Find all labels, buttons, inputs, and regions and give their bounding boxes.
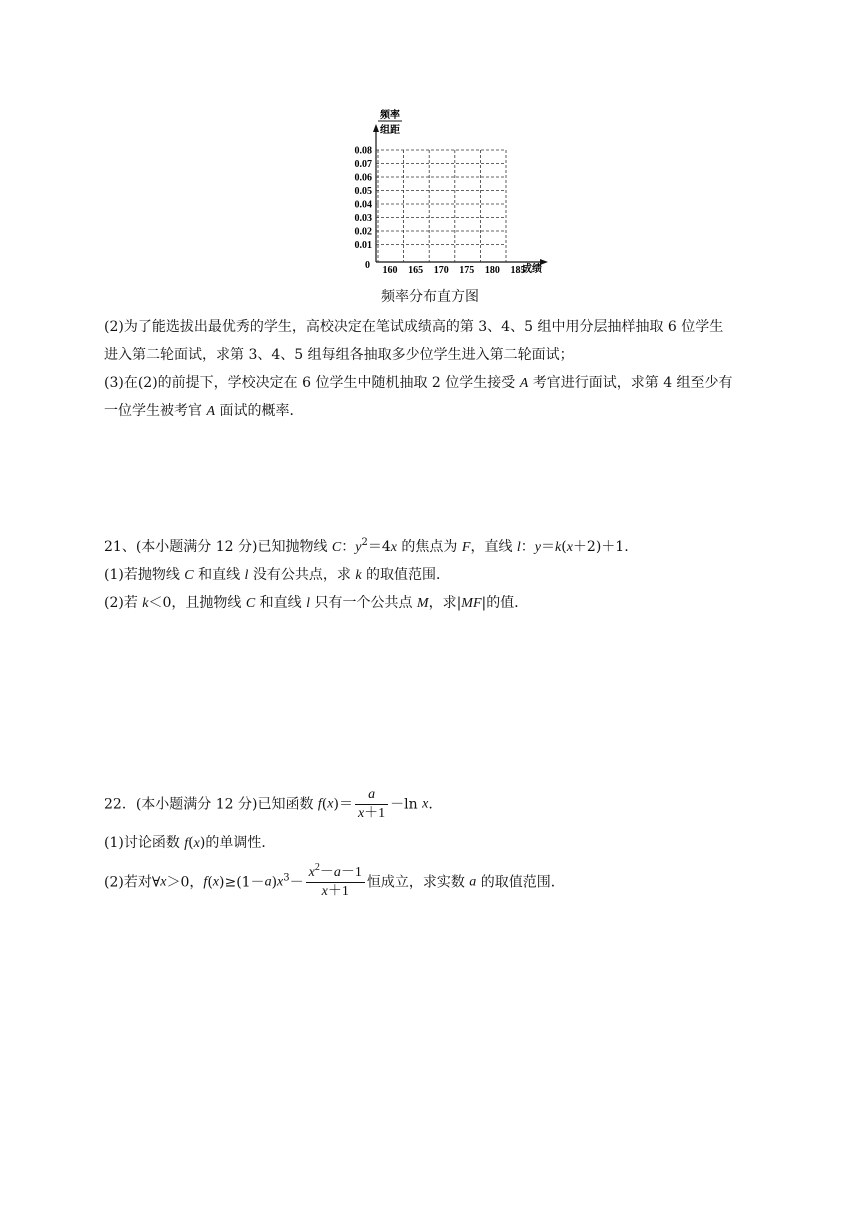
q22-fraction2: $\frac{x^2-a-1}{x+1}$ xyxy=(306,864,365,901)
x-tick-label: 160 xyxy=(382,265,398,276)
q22-part1: (1)讨论函数 f(x)的单调性． xyxy=(104,835,276,851)
y-ticks xyxy=(355,146,373,252)
histogram-caption: 频率分布直方图 xyxy=(381,289,479,305)
y-tick-label: 0.08 xyxy=(354,145,372,157)
y-tick-label: 0.06 xyxy=(354,172,372,184)
y-tick-label: 0.07 xyxy=(354,159,372,170)
histogram-svg xyxy=(0,0,860,310)
ylabel-denominator: 组距 xyxy=(380,125,400,136)
x-tick-label: 170 xyxy=(433,265,449,276)
origin-label: 0 xyxy=(365,260,370,271)
x-tick-label: 175 xyxy=(459,265,475,276)
q21-part1: (1)若抛物线 C 和直线 l 没有公共点，求 k 的取值范围． xyxy=(104,567,450,583)
x-tick-label: 185 xyxy=(510,265,526,276)
q20-part3-line2: 一位学生被考官 A 面试的概率． xyxy=(104,403,304,419)
y-tick-label: 0.02 xyxy=(354,226,372,238)
y-tick-label: 0.01 xyxy=(354,240,372,251)
q22-statement: 22．(本小题满分 12 分)已知函数 f(x)＝ $\frac{a}{x+1}$ －ln x. xyxy=(104,787,433,821)
xlabel: 成绩 xyxy=(522,264,542,275)
q22-part2: (2)若对∀x＞0，$f(x)\ge(1-a)x^3-$ $\frac{x^2-a-1}{x+1}$ 恒成立，求实数 a 的取值范围． xyxy=(104,862,565,899)
ylabel-numerator: 频率 xyxy=(380,110,400,121)
x-ticks xyxy=(383,265,526,276)
x-tick-label: 165 xyxy=(408,265,424,276)
y-tick-label: 0.05 xyxy=(354,186,372,197)
grid-layer xyxy=(376,150,506,262)
q21-statement: 21、(本小题满分 12 分)已知抛物线 C：$y^2=4x$ 的焦点为 F，直线 l：y＝k(x＋2)＋1. xyxy=(104,537,629,555)
q20-part2-line1: (2)为了能选拔出最优秀的学生，高校决定在笔试成绩高的第 3、4、5 组中用分层抽样抽取 6 位学生 xyxy=(104,319,724,335)
y-axis-arrow xyxy=(373,124,379,132)
q21-part2: (2)若 k＜0，且抛物线 C 和直线 l 只有一个公共点 M，求|MF|的值． xyxy=(104,595,529,611)
y-tick-label: 0.03 xyxy=(354,213,372,224)
y-tick-label: 0.04 xyxy=(354,199,372,211)
q22-fraction: $\frac{a}{x+1}$ xyxy=(355,786,388,823)
q20-part3-line1: (3)在(2)的前提下，学校决定在 6 位学生中随机抽取 2 位学生接受 A 考官进行面试，求第 4 组至少有 xyxy=(104,375,733,391)
q20-part2-line2: 进入第二轮面试，求第 3、4、5 组每组各抽取多少位学生进入第二轮面试； xyxy=(104,347,574,363)
x-tick-label: 180 xyxy=(484,265,500,276)
histogram-figure xyxy=(0,0,860,310)
